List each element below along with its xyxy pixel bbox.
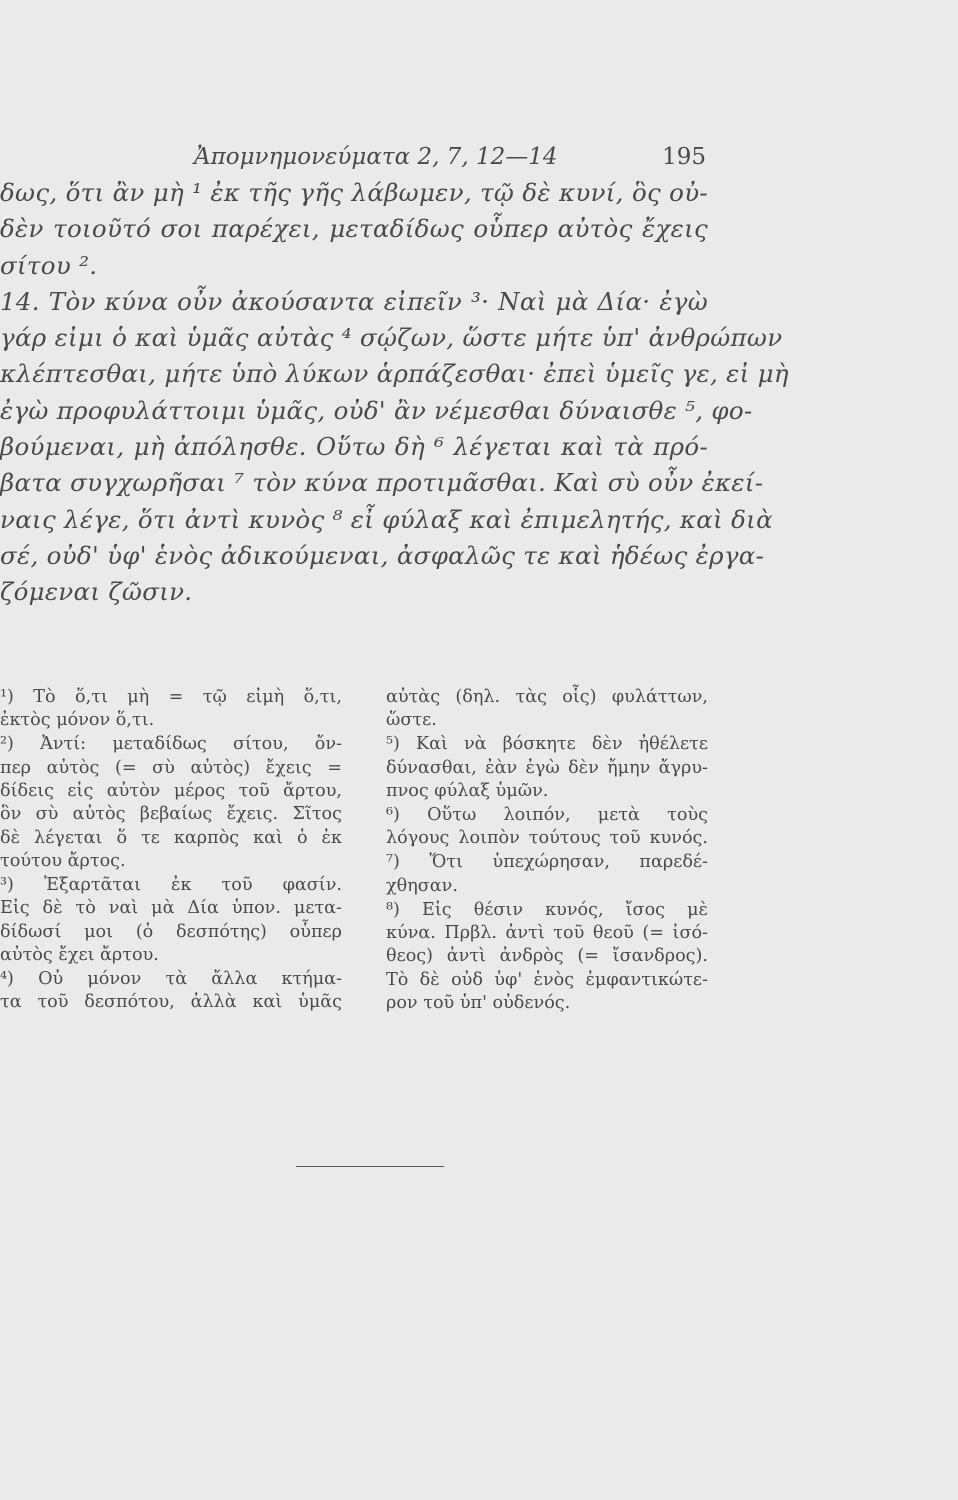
footnote-8 bbox=[386, 899, 708, 1015]
footnote-line: χθησαν. bbox=[386, 875, 458, 896]
text-line: δως, ὅτι ἂν μὴ ¹ ἐκ τῆς γῆς λάβωμεν, τῷ δὲ κυνί, ὃς οὐ- bbox=[0, 178, 708, 207]
text-line: σίτου ². bbox=[0, 250, 98, 280]
footnote-line: περ αὐτὸς (= σὺ αὐτὸς) ἔχεις = bbox=[0, 757, 342, 778]
text-line: δὲν τοιοῦτό σοι παρέχει, μεταδίδως οὗπερ αὐτὸς ἔχεις bbox=[0, 214, 708, 244]
footnote-line: δύνασθαι, ἐὰν ἐγὼ δὲν ἤμην ἄγρυ- bbox=[386, 757, 708, 778]
text-line: 14. Τὸν κύνα οὖν ἀκούσαντα εἰπεῖν ³· Ναὶ μὰ Δία· ἐγὼ bbox=[0, 286, 708, 316]
footnote-line: λόγους λοιπὸν τούτους τοῦ κυνός. bbox=[386, 828, 708, 849]
footnote-line: αὐτὰς (δηλ. τὰς οἷς) φυλάττων, bbox=[386, 687, 708, 707]
footnote-line: θεος) ἀντὶ ἀνδρὸς (= ἴσανδρος). bbox=[386, 946, 708, 967]
footnotes-right-column bbox=[386, 686, 708, 1015]
footnote-line: ⁶) Οὕτω λοιπόν, μετὰ τοὺς bbox=[386, 805, 708, 826]
footnote-1 bbox=[0, 686, 342, 733]
footnote-7 bbox=[386, 851, 708, 898]
footnotes-left-column bbox=[0, 686, 342, 1015]
section-divider bbox=[296, 1166, 444, 1167]
footnote-line: ⁴) Οὐ μόνον τὰ ἄλλα κτήμα- bbox=[0, 968, 342, 989]
footnote-line: δίδεις εἰς αὐτὸν μέρος τοῦ ἄρτου, bbox=[0, 780, 342, 801]
text-line: ναις λέγε, ὅτι ἀντὶ κυνὸς ⁸ εἶ φύλαξ καὶ ἐπιμελητής, καὶ διὰ bbox=[0, 504, 773, 534]
running-title: Ἀπομνημονεύματα 2, 7, 12—14 bbox=[194, 144, 558, 170]
footnote-3 bbox=[0, 874, 342, 967]
text-line: βούμεναι, μὴ ἀπόλησθε. Οὕτω δὴ ⁶ λέγεται καὶ τὰ πρό- bbox=[0, 432, 708, 462]
footnote-line: δίδωσί μοι (ὁ δεσπότης) οὗπερ bbox=[0, 921, 342, 942]
text-line: ἐγὼ προφυλάττοιμι ὑμᾶς, οὐδ' ἂν νέμεσθαι δύναισθε ⁵, φο- bbox=[0, 395, 753, 425]
text-line: βατα συγχωρῆσαι ⁷ τὸν κύνα προτιμᾶσθαι. Καὶ σὺ οὖν ἐκεί- bbox=[0, 468, 764, 498]
footnote-line: ⁵) Καὶ νὰ βόσκητε δὲν ἠθέλετε bbox=[386, 734, 708, 755]
footnote-line: ⁷) Ὅτι ὑπεχώρησαν, παρεδέ- bbox=[386, 852, 708, 873]
footnote-5 bbox=[386, 733, 708, 803]
footnote-line: τούτου ἄρτος. bbox=[0, 850, 126, 871]
footnote-line: ¹) Τὸ ὅ,τι μὴ = τῷ εἰμὴ ὅ,τι, bbox=[0, 687, 342, 707]
footnote-2 bbox=[0, 733, 342, 873]
footnote-6 bbox=[386, 804, 708, 851]
footnote-line: ὃν σὺ αὐτὸς βεβαίως ἔχεις. Σῖτος bbox=[0, 804, 342, 825]
text-line: σέ, οὐδ' ὑφ' ἑνὸς ἀδικούμεναι, ἀσφαλῶς τε καὶ ἡδέως ἐργα- bbox=[0, 540, 765, 570]
page-number: 195 bbox=[662, 144, 706, 170]
footnote-line: τα τοῦ δεσπότου, ἀλλὰ καὶ ὑμᾶς bbox=[0, 992, 342, 1013]
footnote-line: ²) Ἀντί: μεταδίδως σίτου, ὄν- bbox=[0, 734, 342, 755]
main-text bbox=[0, 175, 789, 611]
footnote-4-continued bbox=[386, 686, 708, 733]
text-line: κλέπτεσθαι, μήτε ὑπὸ λύκων ἁρπάζεσθαι· ἐπεὶ ὑμεῖς γε, εἰ μὴ bbox=[0, 359, 789, 389]
footnote-line: ὥστε. bbox=[386, 710, 437, 731]
footnote-line: ⁸) Εἰς θέσιν κυνός, ἴσος μὲ bbox=[386, 899, 708, 920]
footnote-line: αὐτὸς ἔχει ἄρτου. bbox=[0, 944, 159, 965]
text-line: ζόμεναι ζῶσιν. bbox=[0, 577, 193, 607]
footnote-line: πνος φύλαξ ὑμῶν. bbox=[386, 780, 549, 801]
footnote-line: Εἰς δὲ τὸ ναὶ μὰ Δία ὑπον. μετα- bbox=[0, 898, 342, 919]
footnote-line: Τὸ δὲ οὐδ ὑφ' ἑνὸς ἐμφαντικώτε- bbox=[386, 969, 708, 990]
footnote-4 bbox=[0, 968, 342, 1015]
footnote-line: ἐκτὸς μόνον ὅ,τι. bbox=[0, 710, 155, 731]
footnote-line: ³) Ἐξαρτᾶται ἐκ τοῦ φασίν. bbox=[0, 874, 342, 895]
footnote-line: ρον τοῦ ὑπ' οὐδενός. bbox=[386, 993, 571, 1014]
running-header bbox=[194, 144, 706, 178]
text-line: γάρ εἰμι ὁ καὶ ὑμᾶς αὐτὰς ⁴ σῴζων, ὥστε μήτε ὑπ' ἀνθρώπων bbox=[0, 323, 783, 353]
footnote-line: δὲ λέγεται ὅ τε καρπὸς καὶ ὁ ἐκ bbox=[0, 827, 342, 848]
footnote-line: κύνα. Πρβλ. ἀντὶ τοῦ θεοῦ (= ἰσό- bbox=[386, 923, 708, 944]
